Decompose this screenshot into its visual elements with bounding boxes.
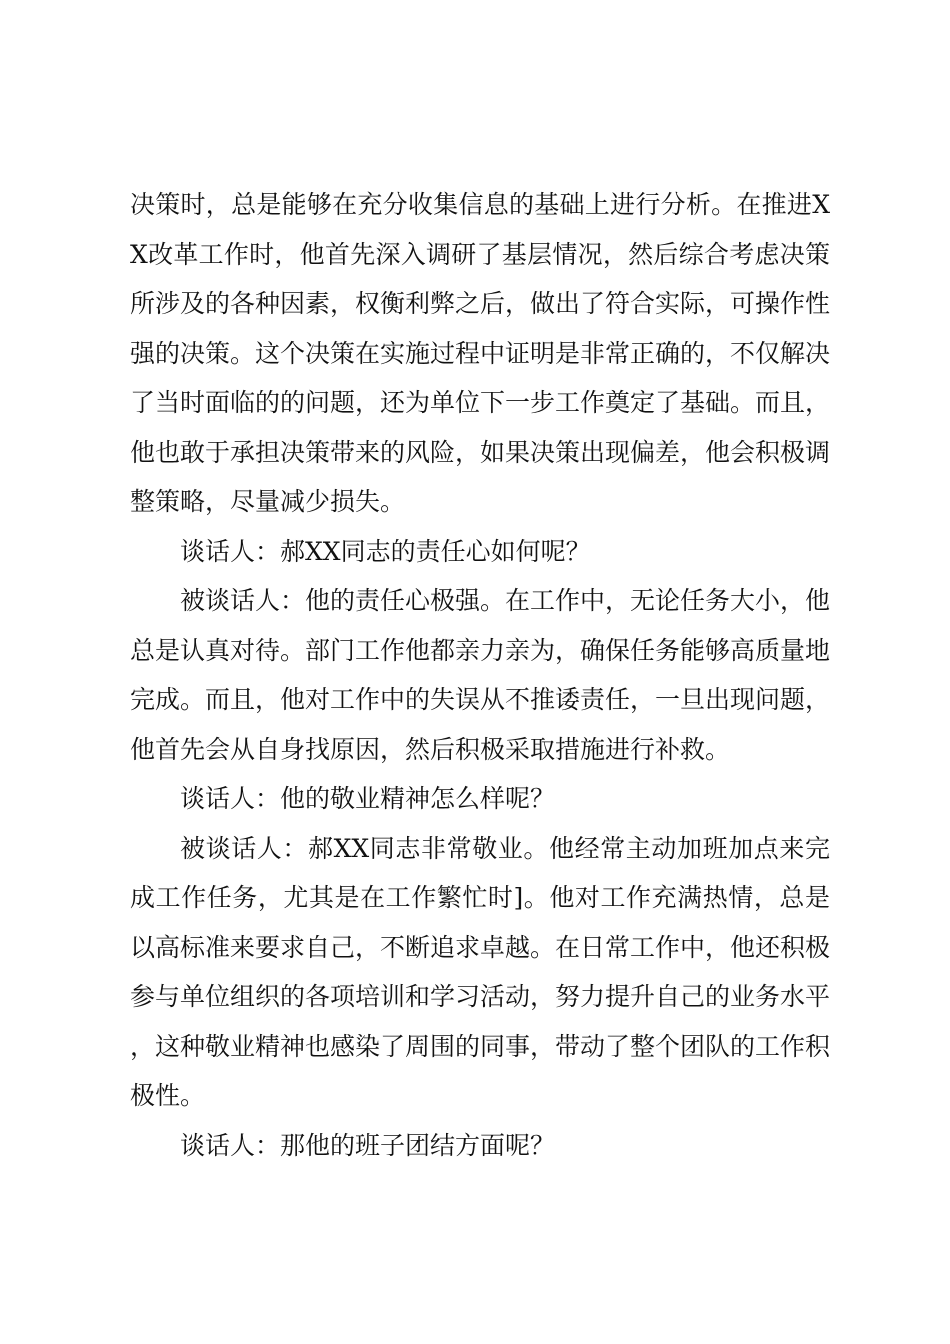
paragraph-answer-responsibility: 被谈话人：他的责任心极强。在工作中，无论任务大小，他总是认真对待。部门工作他都亲力亲为，确保任务能够高质量地完成。而且，他对工作中的失误从不推诿责任，一旦出现问题，他首先会从自身找原因，然后积极采取措施进行补救。 — [130, 586, 831, 764]
document-body — [130, 180, 830, 1170]
paragraph-question-dedication: 谈话人：他的敬业精神怎么样呢？ — [180, 784, 556, 813]
paragraph-question-responsibility: 谈话人：郝XX同志的责任心如何呢？ — [180, 536, 591, 566]
paragraph-decision-making: 决策时，总是能够在充分收集信息的基础上进行分析。在推进XX改革工作时，他首先深入调研了基层情况，然后综合考虑决策所涉及的各种因素，权衡利弊之后，做出了符合实际，可操作性强的决策。这个决策在实施过程中证明是非常正确的，不仅解决了当时面临的的问题，还为单位下一步工作奠定了基础。而且，他也敢于承担决策带来的风险，如果决策出现偏差，他会积极调整策略，尽量减少损失。 — [130, 190, 831, 516]
paragraph-answer-dedication: 被谈话人：郝XX同志非常敬业。他经常主动加班加点来完成工作任务，尤其是在工作繁忙时]。他对工作充满热情，总是以高标准来要求自己，不断追求卓越。在日常工作中，他还积极参与单位组织的各项培训和学习活动，努力提升自己的业务水平，这种敬业精神也感染了周围的同事，带动了整个团队的工作积极性。 — [130, 833, 831, 1110]
paragraph-question-team-unity: 谈话人：那他的班子团结方面呢？ — [180, 1130, 556, 1160]
